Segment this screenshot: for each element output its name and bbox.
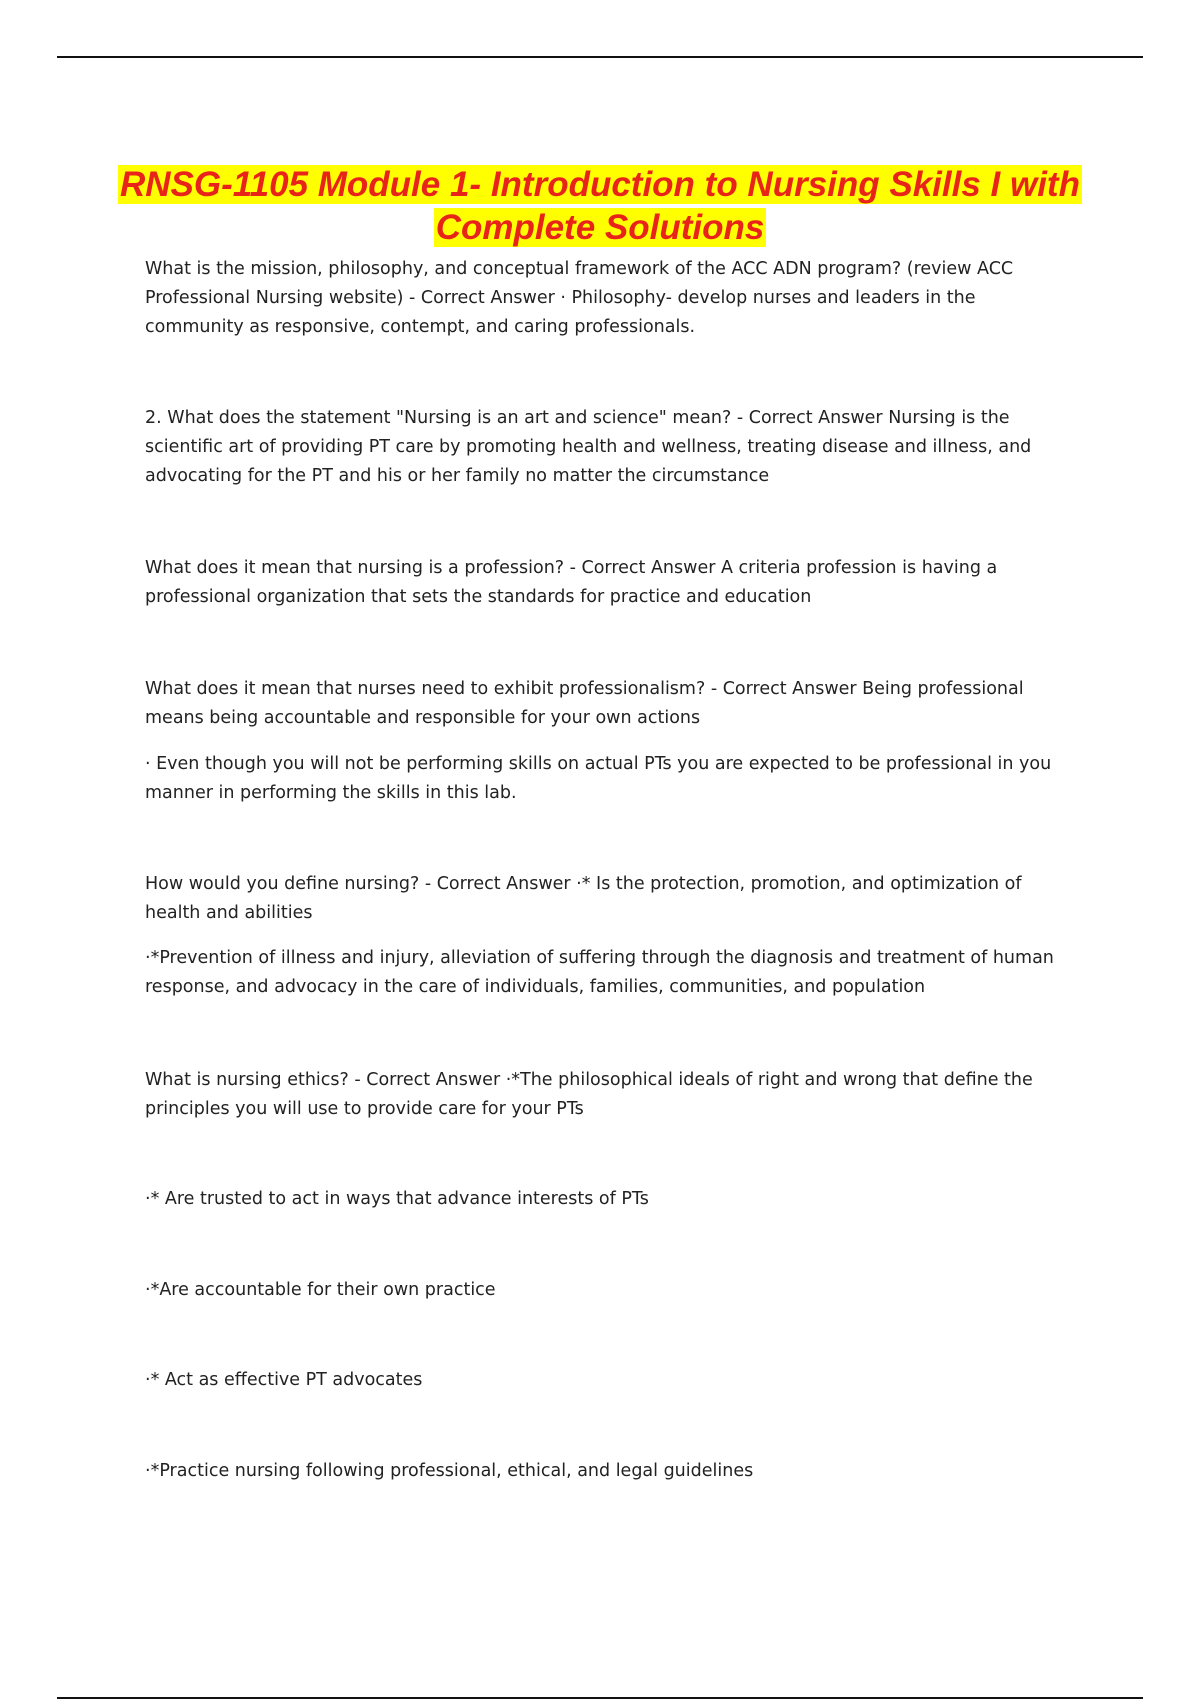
paragraph-profession: What does it mean that nursing is a profession? - Correct Answer A criteria profession is having a professional organization that sets the standards for practice and education	[145, 558, 998, 607]
bullet-advocates: ·* Act as effective PT advocates	[145, 1370, 423, 1390]
paragraph-art-and-science: 2. What does the statement "Nursing is an art and science" mean? - Correct Answer Nursing is the scientific art of providing PT care by promoting health and wellness, treating disease and illness, and advocating for the PT and his or her family no matter the circumstance	[145, 408, 1032, 486]
paragraph-nursing-ethics: What is nursing ethics? - Correct Answer ·*The philosophical ideals of right and wrong that define the principles you will use to provide care for your PTs	[145, 1070, 1033, 1119]
paragraph-prevention: ·*Prevention of illness and injury, alleviation of suffering through the diagnosis and treatment of human response, and advocacy in the care of individuals, families, communities, and population	[145, 948, 1054, 997]
bottom-rule	[57, 1697, 1143, 1699]
top-rule	[57, 56, 1143, 58]
bullet-accountable: ·*Are accountable for their own practice	[145, 1280, 496, 1300]
bullet-guidelines: ·*Practice nursing following professional, ethical, and legal guidelines	[145, 1461, 754, 1481]
paragraph-professionalism: What does it mean that nurses need to exhibit professionalism? - Correct Answer Being professional means being accountable and responsible for your own actions	[145, 679, 1024, 728]
paragraph-define-nursing: How would you define nursing? - Correct Answer ·* Is the protection, promotion, and optimization of health and abilities	[145, 874, 1022, 923]
bullet-trusted: ·* Are trusted to act in ways that advance interests of PTs	[145, 1189, 649, 1209]
paragraph-lab-professional: · Even though you will not be performing skills on actual PTs you are expected to be professional in you manner in performing the skills in this lab.	[145, 754, 1052, 803]
document-title: RNSG-1105 Module 1- Introduction to Nursing Skills I with Complete Solutions	[120, 165, 1080, 248]
paragraph-mission: What is the mission, philosophy, and conceptual framework of the ACC ADN program? (review ACC Professional Nursing website) - Correct Answer · Philosophy- develop nurses and leaders in the community as responsive, contempt, and caring professionals.	[145, 259, 1014, 337]
